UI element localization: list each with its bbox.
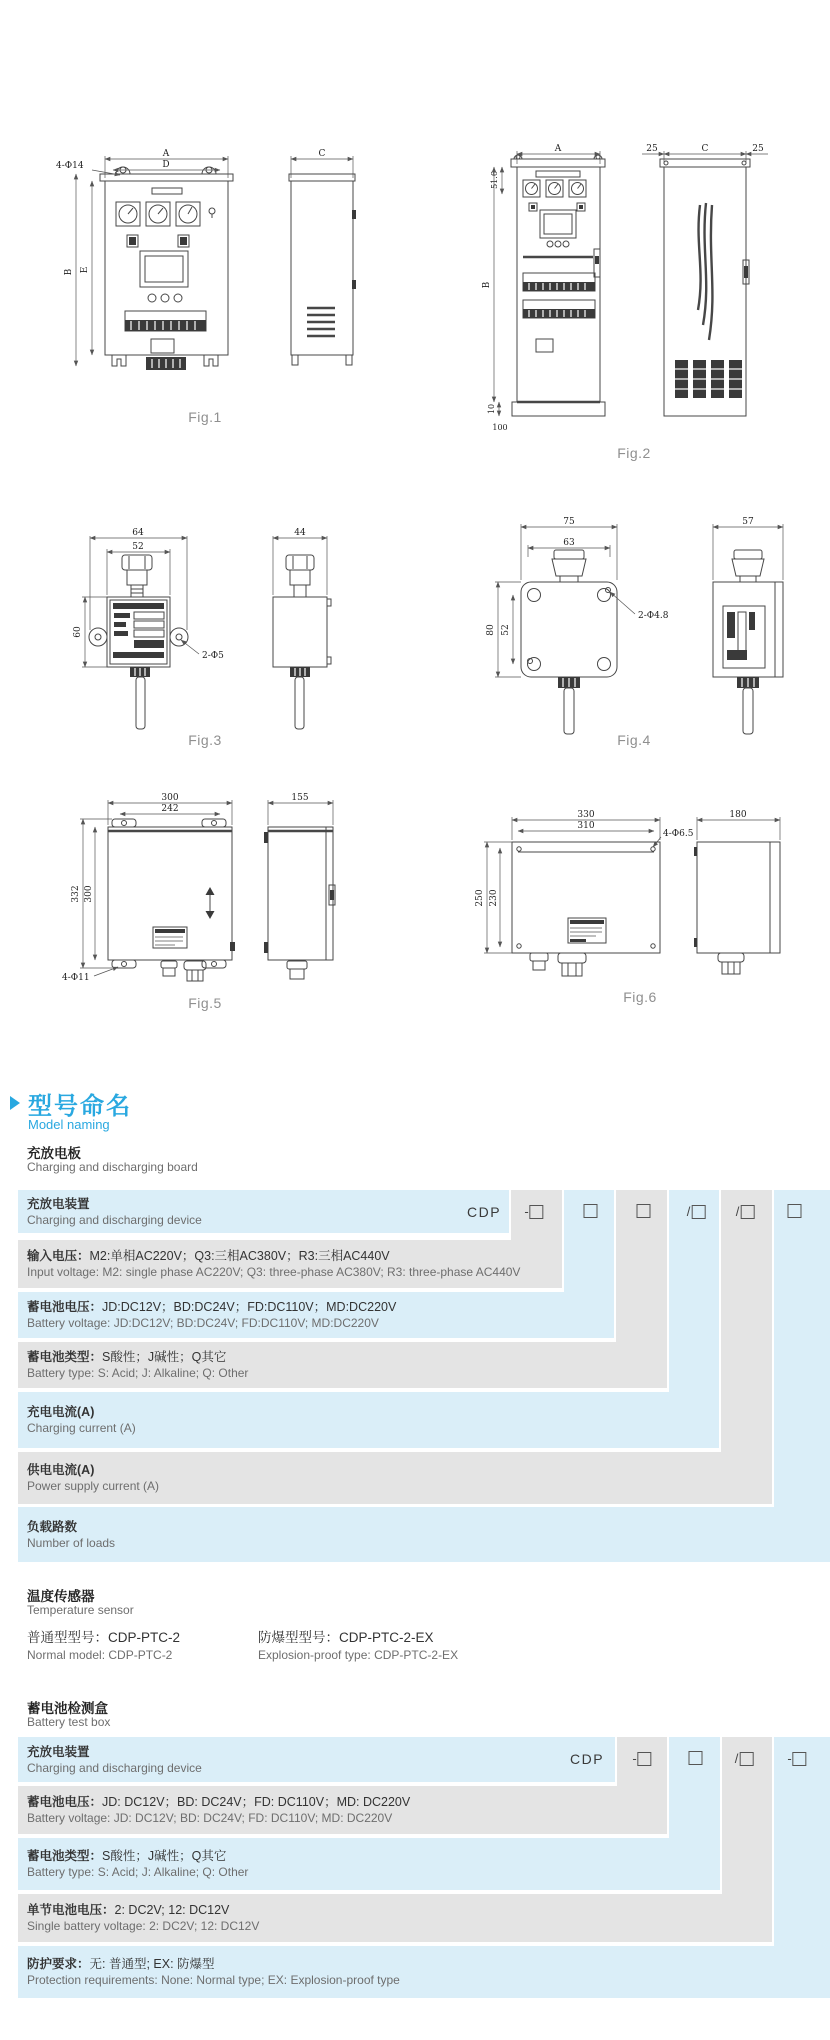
temperature-ex-model-en: Explosion-proof type: CDP-PTC-2-EX bbox=[258, 1648, 459, 1662]
temperature-normal-model-zh: 普通型型号：CDP-PTC-2 bbox=[27, 1630, 181, 1645]
fig5-dim-300: 300 bbox=[161, 793, 179, 803]
fig4-dim-holes: 2-Φ4.8 bbox=[638, 611, 669, 621]
row-label-zh: 蓄电池类型： bbox=[27, 1350, 103, 1364]
fig1-drawing bbox=[40, 110, 370, 440]
row-label-en: Charging and discharging device bbox=[27, 1760, 202, 1775]
board-code-box-4 bbox=[687, 1204, 706, 1219]
temperature-ex-model-zh: 防爆型型号：CDP-PTC-2-EX bbox=[258, 1630, 434, 1645]
board-row-charging-current bbox=[18, 1392, 719, 1448]
fig3-drawing bbox=[50, 500, 350, 760]
fig2-dim-10: 10 bbox=[487, 403, 496, 415]
row-label-en: Battery type: S: Acid; J: Alkaline; Q: Other bbox=[27, 1865, 249, 1879]
fig5-caption: Fig.5 bbox=[188, 995, 222, 1011]
code-box-prefix: - bbox=[632, 1751, 637, 1766]
testbox-row-battery-type bbox=[18, 1838, 720, 1890]
fig6-drawing bbox=[460, 790, 830, 1015]
code-box-icon bbox=[793, 1752, 807, 1766]
fig1-dim-holes: 4-Φ14 bbox=[56, 161, 84, 171]
fig4-caption: Fig.4 bbox=[617, 732, 651, 748]
fig3-front-view bbox=[89, 555, 188, 729]
fig2-dim-516: 51.6 bbox=[490, 171, 499, 189]
fig1-dim-c: C bbox=[318, 149, 326, 159]
board-row-supply-current bbox=[18, 1452, 772, 1504]
code-box-icon bbox=[689, 1751, 703, 1765]
code-box-prefix: / bbox=[734, 1751, 739, 1766]
row-label-en: Charging current (A) bbox=[27, 1421, 136, 1435]
testbox-model-prefix: CDP bbox=[570, 1751, 605, 1767]
row-label-en: Battery voltage: JD: DC12V; BD: DC24V; FD: DC110V; MD: DC220V bbox=[27, 1811, 393, 1825]
fig2-front-view bbox=[511, 155, 605, 416]
fig4-dim-52: 52 bbox=[501, 624, 511, 636]
row-label-en: Battery voltage: JD:DC12V; BD:DC24V; FD:DC110V; MD:DC220V bbox=[27, 1316, 379, 1330]
row-value-zh: S酸性；J碱性；Q其它 bbox=[102, 1849, 227, 1863]
code-box-icon bbox=[584, 1204, 598, 1218]
fig2-dim-25r: 25 bbox=[752, 144, 764, 154]
testbox-heading-en: Battery test box bbox=[27, 1715, 111, 1729]
row-label-en: Input voltage: M2: single phase AC220V; Q3: three-phase AC380V; R3: three-phase AC440V bbox=[27, 1265, 521, 1279]
code-box-icon bbox=[740, 1205, 754, 1219]
fig2-dim-100: 100 bbox=[492, 423, 508, 432]
fig6-dim-holes: 4-Φ6.5 bbox=[663, 829, 694, 839]
code-box-icon bbox=[691, 1205, 705, 1219]
fig5-dim-332: 332 bbox=[71, 885, 81, 903]
fig2-drawing bbox=[390, 110, 780, 470]
fig5-dim-155: 155 bbox=[291, 793, 309, 803]
row-label-zh: 防护要求： bbox=[27, 1957, 90, 1971]
fig3-dim-60: 60 bbox=[73, 626, 83, 638]
fig6-side-view bbox=[694, 842, 780, 974]
fig3-dim-52: 52 bbox=[132, 542, 144, 552]
board-row-loads bbox=[18, 1507, 830, 1562]
fig3-dim-64: 64 bbox=[132, 528, 144, 538]
row-value-zh: JD: DC12V；BD: DC24V；FD: DC110V；MD: DC220V bbox=[102, 1795, 411, 1809]
testbox-code-box-3 bbox=[735, 1751, 754, 1766]
fig1-side-view bbox=[289, 174, 356, 365]
fig1-caption: Fig.1 bbox=[188, 409, 222, 425]
code-box-icon bbox=[638, 1752, 652, 1766]
code-box-prefix: / bbox=[686, 1204, 691, 1219]
row-value-zh: S酸性；J碱性；Q其它 bbox=[102, 1350, 227, 1364]
section-title: 型号命名 bbox=[28, 1093, 132, 1120]
fig1-dimensions bbox=[56, 149, 353, 366]
row-label-en: Single battery voltage: 2: DC2V; 12: DC12V bbox=[27, 1919, 260, 1933]
row-label-zh: 蓄电池类型： bbox=[27, 1849, 103, 1863]
section-marker-icon bbox=[10, 1096, 20, 1110]
fig3-dim-holes: 2-Φ5 bbox=[202, 651, 224, 661]
row-label-zh: 充放电装置 bbox=[27, 1196, 90, 1211]
row-label-en: Protection requirements: None: Normal type; EX: Explosion-proof type bbox=[27, 1973, 400, 1987]
board-code-box-1 bbox=[524, 1204, 543, 1219]
fig5-dim-holes: 4-Φ11 bbox=[62, 973, 90, 983]
fig6-dim-330: 330 bbox=[577, 810, 595, 820]
row-value-zh: 2: DC2V; 12: DC12V bbox=[114, 1903, 230, 1917]
board-row-battery-type bbox=[18, 1342, 667, 1388]
row-label-zh: 供电电流(A) bbox=[27, 1463, 95, 1477]
fig6-dim-230: 230 bbox=[489, 889, 499, 907]
fig4-dim-75: 75 bbox=[563, 517, 575, 527]
temperature-heading-en: Temperature sensor bbox=[27, 1603, 134, 1617]
fig5-dimensions bbox=[62, 793, 333, 983]
row-value-zh: M2:单相AC220V；Q3:三相AC380V；R3:三相AC440V bbox=[89, 1249, 390, 1263]
fig2-dim-25l: 25 bbox=[646, 144, 658, 154]
fig3-side-view bbox=[273, 555, 331, 729]
fig4-drawing bbox=[420, 500, 810, 760]
fig4-dim-63: 63 bbox=[563, 538, 575, 548]
code-box-prefix: - bbox=[787, 1751, 792, 1766]
fig6-dim-180: 180 bbox=[729, 810, 747, 820]
fig2-dim-a: A bbox=[554, 144, 562, 154]
fig4-dim-57: 57 bbox=[742, 517, 754, 527]
row-label-zh: 单节电池电压： bbox=[27, 1903, 115, 1917]
row-label-zh: 负载路数 bbox=[27, 1519, 78, 1534]
fig6-dim-310: 310 bbox=[577, 821, 595, 831]
board-code-box-2 bbox=[583, 1204, 598, 1218]
fig2-side-view bbox=[660, 159, 750, 416]
fig1-front-view bbox=[100, 167, 233, 370]
testbox-row-protection bbox=[18, 1946, 830, 1998]
board-row-device bbox=[18, 1190, 509, 1233]
temperature-normal-model-en: Normal model: CDP-PTC-2 bbox=[27, 1648, 173, 1662]
row-label-zh: 蓄电池电压： bbox=[27, 1795, 103, 1809]
code-box-icon bbox=[739, 1752, 753, 1766]
fig2-dim-b: B bbox=[482, 281, 492, 289]
testbox-row-device bbox=[18, 1737, 615, 1782]
fig1-dim-d: D bbox=[162, 160, 170, 170]
section-subtitle: Model naming bbox=[28, 1117, 110, 1132]
fig1-dim-e: E bbox=[80, 266, 90, 274]
fig3-dim-44: 44 bbox=[294, 528, 306, 538]
row-value-zh: 无: 普通型; EX: 防爆型 bbox=[89, 1957, 215, 1971]
row-label-zh: 输入电压： bbox=[27, 1249, 90, 1263]
fig2-dim-c: C bbox=[701, 144, 709, 154]
fig1-dim-a: A bbox=[162, 149, 170, 159]
board-code-box-6 bbox=[787, 1204, 802, 1218]
board-code-box-3 bbox=[636, 1204, 651, 1218]
board-row-input-voltage bbox=[18, 1240, 562, 1288]
fig5-side-view bbox=[264, 827, 335, 979]
fig4-side-view bbox=[713, 550, 783, 734]
testbox-row-battery-voltage bbox=[18, 1786, 667, 1834]
fig5-dim-242: 242 bbox=[161, 804, 179, 814]
row-label-en: Battery type: S: Acid; J: Alkaline; Q: Other bbox=[27, 1366, 249, 1380]
temperature-heading-zh: 温度传感器 bbox=[27, 1589, 95, 1604]
row-label-zh: 充电电流(A) bbox=[27, 1405, 95, 1419]
fig4-dim-80: 80 bbox=[486, 624, 496, 636]
code-box-icon bbox=[530, 1205, 544, 1219]
fig5-front-view bbox=[108, 819, 235, 981]
fig6-dim-250: 250 bbox=[475, 889, 485, 907]
code-box-icon bbox=[788, 1204, 802, 1218]
testbox-row-single-battery-voltage bbox=[18, 1894, 772, 1942]
testbox-code-box-4 bbox=[787, 1751, 806, 1766]
fig1-dim-b: B bbox=[64, 268, 74, 276]
code-box-prefix: - bbox=[524, 1204, 529, 1219]
fig6-caption: Fig.6 bbox=[623, 989, 657, 1005]
board-heading-en: Charging and discharging board bbox=[27, 1160, 198, 1174]
fig6-dimensions bbox=[475, 810, 780, 953]
code-box-icon bbox=[637, 1204, 651, 1218]
board-code-box-5 bbox=[736, 1204, 755, 1219]
row-label-zh: 充放电装置 bbox=[27, 1744, 90, 1759]
fig5-drawing bbox=[50, 790, 360, 1015]
board-heading-zh: 充放电板 bbox=[27, 1146, 81, 1161]
board-row-battery-voltage bbox=[18, 1292, 614, 1338]
row-label-en: Number of loads bbox=[27, 1535, 116, 1550]
row-label-en: Power supply current (A) bbox=[27, 1479, 160, 1493]
testbox-code-box-2 bbox=[688, 1751, 703, 1765]
board-model-prefix: CDP bbox=[467, 1204, 502, 1220]
fig3-caption: Fig.3 bbox=[188, 732, 222, 748]
code-box-prefix: / bbox=[735, 1204, 740, 1219]
testbox-heading-zh: 蓄电池检测盒 bbox=[27, 1701, 108, 1716]
testbox-code-box-1 bbox=[632, 1751, 651, 1766]
row-value-zh: JD:DC12V；BD:DC24V；FD:DC110V；MD:DC220V bbox=[102, 1300, 397, 1314]
row-label-zh: 蓄电池电压： bbox=[27, 1300, 103, 1314]
row-label-en: Charging and discharging device bbox=[27, 1212, 202, 1227]
fig4-front-view bbox=[521, 550, 617, 734]
fig5-dim-300v: 300 bbox=[84, 885, 94, 903]
fig2-caption: Fig.2 bbox=[617, 445, 651, 461]
fig6-front-view bbox=[512, 842, 660, 976]
